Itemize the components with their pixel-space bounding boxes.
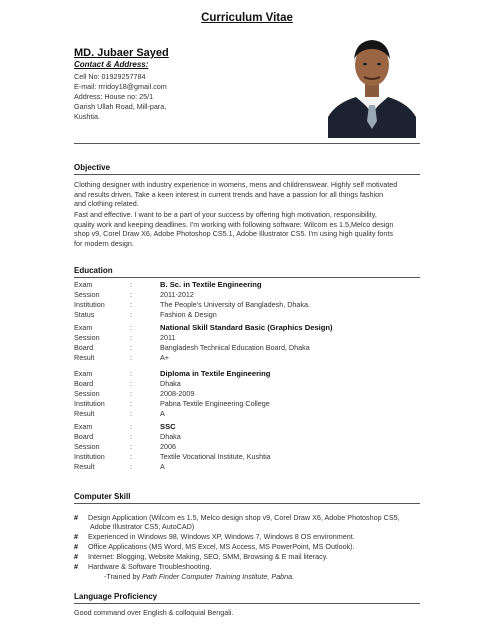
contact-line-address: Address: House no: 25/1 [74, 92, 154, 101]
contact-line-email: E-mail: rrridoy18@gmail.com [74, 82, 167, 91]
contact-line-city: Kushtia. [74, 112, 100, 121]
training-note: -Trained by Path Finder Computer Training Institute, Pabna. [104, 572, 295, 581]
objective-line: and results driven. Take a keen interest in current trends and have a passion for all things fashion [74, 189, 384, 199]
objective-line: for modern design. [74, 238, 134, 248]
objective-paragraph-1 [74, 180, 424, 209]
section-title-education: Education [74, 266, 113, 275]
objective-line: and clothing related. [74, 199, 139, 209]
section-title-computer-skill: Computer Skill [74, 492, 131, 501]
section-title-objective: Objective [74, 163, 111, 172]
divider [74, 603, 420, 604]
contact-details [74, 72, 167, 122]
objective-line: Clothing designer with industry experience in womens, mens and childrenswear. Highly self motivated [74, 180, 398, 189]
profile-photo [326, 29, 418, 138]
skill-item-continuation: Adobe Illustrator CS5, AutoCAD) [90, 522, 195, 531]
contact-line-cell: Cell No: 01929257784 [74, 72, 146, 81]
cv-page: Curriculum Vitae MD. Jubaer Sayed Contact & Address: Cell No: 01929257784 E-mail: rrridoy18@gmail.com Address: House no: 25/1 Garish Ullah Road, Mill-para, Kushtia. Objective Clothing designer with industry experience in womens, mens and childrenswear. Highly self motivated and results driven. Take a keen interest in current trends and have a passion for all things fashion and clothing related. Fast and effective. I want to be a part of your success by offering high motivation, responsibility, quality work and keeping deadlines. I'm working with following software: Wilcom es 1.5,Melco design shop v9, Corel Draw X6, Adobe Photoshop CS5.1, Adobe Illustrator CS5. I'm using high quality fonts for modern design. Education Exam : B. Sc. in Textile Engineering Session : 2011-2012 Institution : The People's University of Bangladesh, Dhaka. Status : Fashion & Design Exam : National Skill Standard Basic (Graphics Design) Session : 2011 Board : Bangladesh Technical Education Board, Dhaka Result : A+ Exam : Diploma in Textile Engineering Board : Dhaka Session : 2008-2009 Institution : Pabna Textile Engineering College Result : A Exam : SSC Board : Dhaka Session : 2006 Institution : Textile Vocational Institute, Kushtia Result : A Computer Skill # Design Application (Wilcom es 1.5, Melco design shop v9, Corel Draw X6, Adobe Photoshop CS5, Adobe Illustrator CS5, AutoCAD) # Experienced in Windows 98, Windows XP, Windows 7, Windows 8 OS environment. # Office Applications (MS Word, MS Excel, MS Access, MS PowerPoint, MS Outlook). # Internet: Blogging, Website Making, SEO, SMM, Browsing & E mail literacy. # Hardware & Software Troubleshooting. -Trained by Path Finder Computer Training Institute, Pabna. Language Proficiency Good command over English & colloquial Bengali. [0, 0, 494, 640]
document-title: Curriculum Vitae [201, 12, 293, 24]
divider [74, 143, 420, 144]
divider [74, 174, 420, 175]
candidate-name: MD. Jubaer Sayed [74, 47, 169, 59]
objective-line: shop v9, Corel Draw X6, Adobe Photoshop CS5.1, Adobe Illustrator CS5. I'm using high quality fonts [74, 229, 394, 239]
section-title-language: Language Proficiency [74, 592, 158, 601]
language-text: Good command over English & colloquial Bengali. [74, 608, 234, 617]
objective-paragraph-2 [74, 210, 424, 248]
contact-heading: Contact & Address: [74, 60, 149, 69]
objective-line: Fast and effective. I want to be a part of your success by offering high motivation, responsibility, [74, 210, 377, 219]
objective-line: quality work and keeping deadlines. I'm working with following software: Wilcom es 1.5,Melco design [74, 219, 394, 229]
contact-line-road: Garish Ullah Road, Mill-para, [74, 102, 167, 111]
divider [74, 503, 420, 504]
divider [74, 277, 420, 278]
